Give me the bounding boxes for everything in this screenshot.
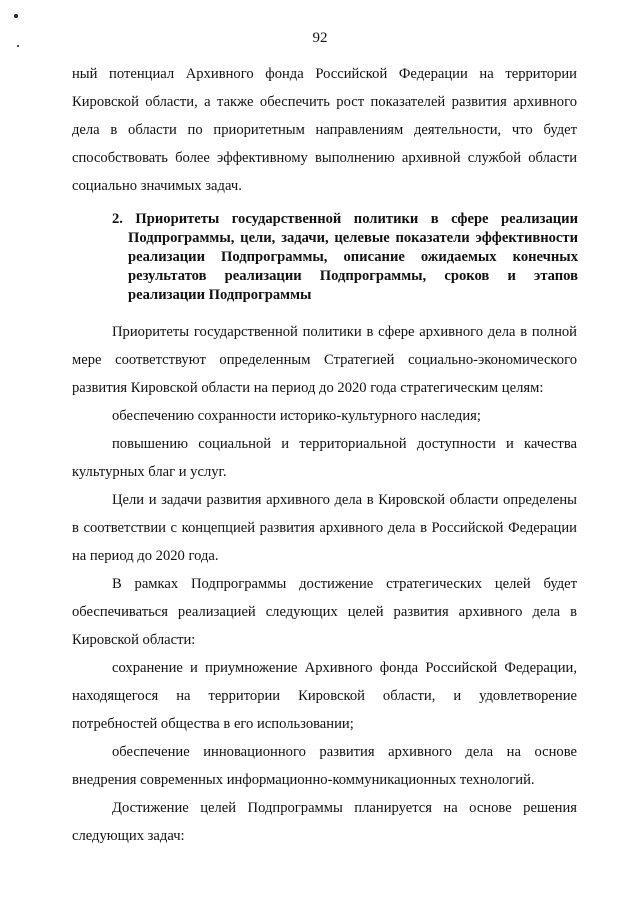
page-number: 92	[312, 30, 328, 46]
paragraph-goals-concept: Цели и задачи развития архивного дела в Кировской области определены в соответствии с концепцией развития архивного дела в Российской Федерации на период до 2020 года.	[72, 492, 577, 564]
section-heading	[112, 210, 578, 305]
paragraph-goal-accessibility: повышению социальной и территориальной доступности и качества культурных благ и услуг.	[72, 436, 577, 480]
paragraph-priorities: Приоритеты государственной политики в сфере архивного дела в полной мере соответствуют определенным Стратегией социально-экономического развития Кировской области на период до 2020 года стратегическим целям:	[72, 324, 577, 396]
paragraph-goal-heritage: обеспечению сохранности историко-культурного наследия;	[112, 408, 481, 424]
section-title: Приоритеты государственной политики в сфере реализации Подпрограммы, цели, задачи, целевые показатели эффективности реализации Подпрограммы, описание ожидаемых конечных результатов реализации Подпрограммы, сроков и этапов реализации Подпрограммы	[128, 211, 578, 303]
intro-block	[72, 60, 577, 200]
scan-dot-mark	[14, 14, 18, 18]
intro-paragraph: ный потенциал Архивного фонда Российской Федерации на территории Кировской области, а также обеспечить рост показателей развития архивного дела в области по приоритетным направлениям деятельности, что будет способствовать более эффективному выполнению архивной службой области социально значимых задач.	[72, 66, 577, 194]
section-number: 2.	[112, 211, 123, 227]
main-text	[72, 318, 577, 850]
paragraph-goal-innovation: обеспечение инновационного развития архивного дела на основе внедрения современных информационно-коммуникационных технологий.	[72, 744, 577, 788]
paragraph-tasks-intro: Достижение целей Подпрограммы планируется на основе решения следующих задач:	[72, 800, 577, 844]
paragraph-goal-preservation: сохранение и приумножение Архивного фонда Российской Федерации, находящегося на территории Кировской области, и удовлетворение потребностей общества в его использовании;	[72, 660, 577, 732]
paragraph-strategic-goals: В рамках Подпрограммы достижение стратегических целей будет обеспечиваться реализацией следующих целей развития архивного дела в Кировской области:	[72, 576, 577, 648]
